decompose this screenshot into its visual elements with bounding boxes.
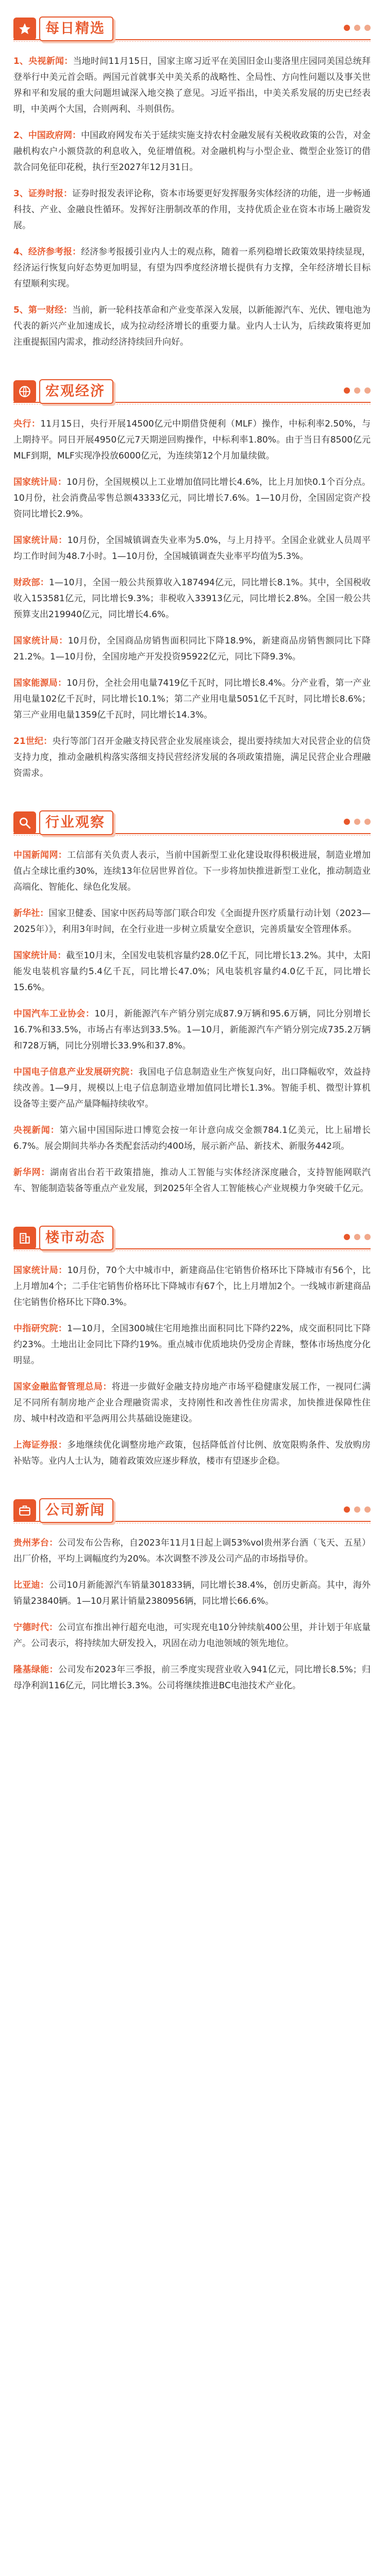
news-body: 公司发布公告称，自2023年11月1日起上调53%vol贵州茅台酒（飞天、五星）出厂价格，平均上调幅度约为20%。本次调整不涉及公司产品的市场指导价。: [13, 1538, 371, 1564]
news-source-label: 新华社：: [13, 908, 49, 919]
building-icon: [13, 1227, 36, 1249]
news-source-label: 中国电子信息产业发展研究院：: [13, 1067, 139, 1077]
news-source-label: 隆基绿能：: [13, 1665, 58, 1675]
news-body: 1—10月，全国300城住宅用地推出面积同比下降约22%，成交面积同比下降约23%。土地出让金同比下降约19%。重点城市优质地块仍受房企青睐，整体市场热度分化明显。: [13, 1324, 371, 1366]
section-title: 行业观察: [39, 810, 113, 835]
news-item: [13, 906, 371, 938]
decoration-dot: [364, 25, 371, 31]
section-header: [13, 15, 371, 46]
news-body: 我国电子信息制造业生产恢复向好，出口降幅收窄，效益持续改善。1—9月，规模以上电子信息制造业增加值同比增长1.3%。智能手机、微型计算机设备等主要产品产量降幅持续收窄。: [13, 1067, 371, 1109]
section-spacer: [13, 1207, 371, 1221]
news-item: [13, 302, 371, 350]
news-item: [13, 186, 371, 234]
decoration-dot: [364, 1506, 371, 1513]
globe-icon: [13, 380, 36, 403]
news-item: [13, 633, 371, 665]
decoration-dot: [344, 25, 350, 31]
news-item: [13, 1263, 371, 1311]
section-spacer: [13, 1480, 371, 1493]
news-body: 工信部有关负责人表示，当前中国新型工业化建设取得积极进展，制造业增加值占全球比重约30%，连续13年位居世界首位。下一步将加快推进新型工业化，推动制造业高端化、智能化、绿色化发展。: [13, 850, 371, 892]
section-header: [13, 809, 371, 840]
news-item: [13, 1379, 371, 1427]
section-badge: [13, 1499, 113, 1522]
news-item: [13, 1123, 371, 1155]
news-body: 10月份，全国城镇调查失业率为5.0%，与上月持平。全国企业就业人员周平均工作时间为48.7小时。1—10月份，全国城镇调查失业率平均值为5.3%。: [13, 535, 371, 562]
news-body: 证券时报发表评论称，资本市场要更好发挥服务实体经济的功能，进一步畅通科技、产业、金融良性循环。发挥好注册制改革的作用，支持优质企业在资本市场上融资发展。: [13, 189, 371, 231]
section-title: 楼市动态: [39, 1226, 113, 1250]
news-item: [13, 1321, 371, 1369]
section-title: 每日精选: [39, 16, 113, 41]
section-badge: [13, 380, 113, 403]
decoration-dot: [354, 1506, 360, 1513]
magnifier-icon: [13, 811, 36, 834]
news-body: 经济参考报援引业内人士的观点称，随着一系列稳增长政策效果持续显现，经济运行恢复向好态势更加明显，有望为四季度经济增长提供有力支撑，全年经济增长目标有望顺利实现。: [13, 247, 371, 289]
news-source-label: 宁德时代：: [13, 1622, 58, 1633]
news-item: [13, 1535, 371, 1567]
decoration-dot: [344, 1234, 350, 1240]
news-source-label: 国家能源局：: [13, 678, 67, 688]
section-header: [13, 1225, 371, 1256]
news-body: 第六届中国国际进口博览会按一年计意向成交金额784.1亿美元，比上届增长6.7%。展会期间共举办各类配套活动约400场，展示新产品、新技术、新服务442项。: [13, 1125, 371, 1151]
news-item: [13, 848, 371, 895]
news-item: [13, 1064, 371, 1112]
briefcase-icon: [13, 1499, 36, 1522]
decoration-dot: [354, 1234, 360, 1240]
news-item: [13, 1437, 371, 1469]
news-body: 公司10月新能源汽车销量301833辆，同比增长38.4%，创历史新高。其中，海外销量23840辆。1—10月累计销量2380956辆，同比增长66.6%。: [13, 1580, 371, 1606]
news-item: [13, 128, 371, 176]
news-body: 当地时间11月15日，国家主席习近平在美国旧金山斐洛里庄园同美国总统拜登举行中美元首会晤。两国元首就事关中美关系的战略性、全局性、方向性问题以及事关世界和平和发展的重大问题坦诚深入地交换了意见。习近平指出，中美关系发展的历史已经表明，中美两个大国，合则两利、斗则俱伤。: [13, 56, 371, 114]
news-source-label: 21世纪：: [13, 736, 53, 747]
news-item: [13, 1578, 371, 1609]
news-body: 10月份，全社会用电量7419亿千瓦时，同比增长8.4%。分产业看，第一产业用电量102亿千瓦时，同比增长10.1%；第二产业用电量5051亿千瓦时，同比增长8.6%；第三产业用电量1359亿千瓦时，同比增长14.3%。: [13, 678, 371, 720]
news-source-label: 中国新闻网：: [13, 850, 67, 860]
section-header: [13, 378, 371, 409]
news-item: [13, 533, 371, 565]
section-badge: [13, 18, 113, 40]
decoration-dot: [364, 1234, 371, 1240]
news-item: [13, 244, 371, 292]
section-title: 宏观经济: [39, 379, 113, 404]
section-badge: [13, 811, 113, 834]
decoration-dot: [354, 819, 360, 825]
news-source-label: 2、中国政府网：: [13, 130, 81, 141]
header-decoration: [344, 1506, 371, 1513]
section-badge: [13, 1227, 113, 1249]
news-source-label: 国家统计局：: [13, 1265, 68, 1276]
news-source-label: 3、证券时报：: [13, 189, 73, 199]
header-decoration: [344, 819, 371, 825]
news-body: 湖南省出台若干政策措施，推动人工智能与实体经济深度融合，支持智能网联汽车、智能制造装备等重点产业发展，到2025年全省人工智能核心产业规模力争突破千亿元。: [13, 1167, 371, 1194]
decoration-dot: [364, 819, 371, 825]
section-spacer: [13, 792, 371, 805]
news-body: 当前，新一轮科技革命和产业变革深入发展，以新能源汽车、光伏、锂电池为代表的新兴产业加速成长，成为拉动经济增长的重要力量。业内人士认为，后续政策将更加注重提振国内需求，推动经济持续回升向好。: [13, 305, 371, 347]
news-source-label: 财政部：: [13, 578, 49, 588]
news-body: 央行等部门召开金融支持民营企业发展座谈会，提出要持续加大对民营企业的信贷支持力度，推动金融机构落实落细支持民营经济发展的各项政策措施，满足民营企业合理融资需求。: [13, 736, 371, 778]
news-source-label: 4、经济参考报：: [13, 247, 81, 257]
news-body: 公司发布2023年三季报，前三季度实现营业收入941亿元，同比增长8.5%；归母净利润116亿元，同比增长3.3%。公司将继续推进BC电池技术产业化。: [13, 1665, 371, 1691]
news-body: 10月份，全国商品房销售面积同比下降18.9%，新建商品房销售额同比下降21.2%。1—10月份，全国房地产开发投资95922亿元，同比下降9.3%。: [13, 636, 371, 662]
news-body: 将进一步做好金融支持房地产市场平稳健康发展工作，一视同仁满足不同所有制房地产企业合理融资需求，支持刚性和改善性住房需求，加快推进保障性住房、城中村改造和平急两用公共基础设施建设。: [13, 1382, 371, 1424]
news-body: 10月份，70个大中城市中，新建商品住宅销售价格环比下降城市有56个，比上月增加4个；二手住宅销售价格环比下降城市有67个，比上月增加2个。一线城市新建商品住宅销售价格环比下降0.3%。: [13, 1265, 371, 1308]
news-source-label: 1、央视新闻：: [13, 56, 73, 66]
news-item: [13, 416, 371, 464]
header-decoration: [344, 1234, 371, 1240]
news-source-label: 央视新闻：: [13, 1125, 60, 1136]
news-source-label: 比亚迪：: [13, 1580, 49, 1590]
news-source-label: 中国汽车工业协会：: [13, 1009, 95, 1019]
news-item: [13, 734, 371, 782]
decoration-dot: [354, 25, 360, 31]
news-body: 1—10月，全国一般公共预算收入187494亿元，同比增长8.1%。其中，全国税收收入153581亿元，同比增长9.3%；非税收入33913亿元，同比增长2.8%。全国一般公共预算支出219940亿元，同比增长4.6%。: [13, 578, 371, 620]
section-header: [13, 1497, 371, 1528]
news-item: [13, 948, 371, 996]
news-body: 11月15日，央行开展14500亿元中期借贷便利（MLF）操作，中标利率2.50%，与上期持平。同日开展4950亿元7天期逆回购操作，中标利率1.80%。由于当日有8500亿元MLF到期，MLF实现净投放6000亿元，为连续第12个月加量续做。: [13, 419, 371, 461]
news-body: 10月，新能源汽车产销分别完成87.9万辆和95.6万辆，同比分别增长16.7%和33.5%，市场占有率达到33.5%。1—10月，新能源汽车产销分别完成735.2万辆和728万辆，同比分别增长33.9%和37.8%。: [13, 1009, 371, 1051]
header-decoration: [344, 387, 371, 394]
news-source-label: 5、第一财经：: [13, 305, 73, 315]
news-body: 中国政府网发布关于延续实施支持农村金融发展有关税收政策的公告，对金融机构农户小额贷款的利息收入，免征增值税。对金融机构与小型企业、微型企业签订的借款合同免征印花税，执行至2027年12月31日。: [13, 130, 371, 173]
decoration-dot: [344, 819, 350, 825]
section-spacer: [13, 361, 371, 374]
news-item: [13, 1620, 371, 1652]
news-item: [13, 474, 371, 522]
decoration-dot: [354, 387, 360, 394]
news-source-label: 国家统计局：: [13, 951, 66, 961]
news-source-label: 国家统计局：: [13, 636, 68, 646]
news-source-label: 上海证券报：: [13, 1440, 67, 1450]
news-item: [13, 1662, 371, 1694]
news-source-label: 贵州茅台：: [13, 1538, 58, 1548]
decoration-dot: [364, 387, 371, 394]
news-item: [13, 1006, 371, 1054]
star-icon: [13, 18, 36, 40]
news-item: [13, 575, 371, 623]
section-title: 公司新闻: [39, 1498, 113, 1523]
news-body: 10月份，全国规模以上工业增加值同比增长4.6%，比上月加快0.1个百分点。10月份，社会消费品零售总额43333亿元，同比增长7.6%。1—10月份，全国固定资产投资同比增长2.9%。: [13, 477, 371, 519]
news-body: 多地继续优化调整房地产政策，包括降低首付比例、放宽限购条件、发放购房补贴等。业内人士认为，随着政策效应逐步释放，楼市有望逐步企稳。: [13, 1440, 371, 1466]
decoration-dot: [344, 1506, 350, 1513]
news-body: 公司宣布推出神行超充电池，可实现充电10分钟续航400公里，并计划于年底量产。公司表示，将持续加大研发投入，巩固在动力电池领域的领先地位。: [13, 1622, 371, 1649]
news-body: 国家卫健委、国家中医药局等部门联合印发《全面提升医疗质量行动计划（2023—2025年）》，利用3年时间，在全行业进一步树立质量安全意识，完善质量安全管理体系。: [13, 908, 371, 935]
header-decoration: [344, 25, 371, 31]
news-source-label: 国家统计局：: [13, 535, 68, 546]
news-item: [13, 675, 371, 723]
news-source-label: 中指研究院：: [13, 1324, 68, 1334]
news-source-label: 新华网：: [13, 1167, 51, 1178]
news-source-label: 央行：: [13, 419, 41, 429]
news-source-label: 国家统计局：: [13, 477, 66, 487]
decoration-dot: [344, 387, 350, 394]
news-body: 截至10月末，全国发电装机容量约28.0亿千瓦，同比增长13.2%。其中，太阳能发电装机容量约5.4亿千瓦，同比增长47.0%；风电装机容量约4.0亿千瓦，同比增长15.6%。: [13, 951, 371, 993]
news-item: [13, 54, 371, 117]
news-source-label: 国家金融监督管理总局：: [13, 1382, 112, 1392]
news-item: [13, 1165, 371, 1197]
